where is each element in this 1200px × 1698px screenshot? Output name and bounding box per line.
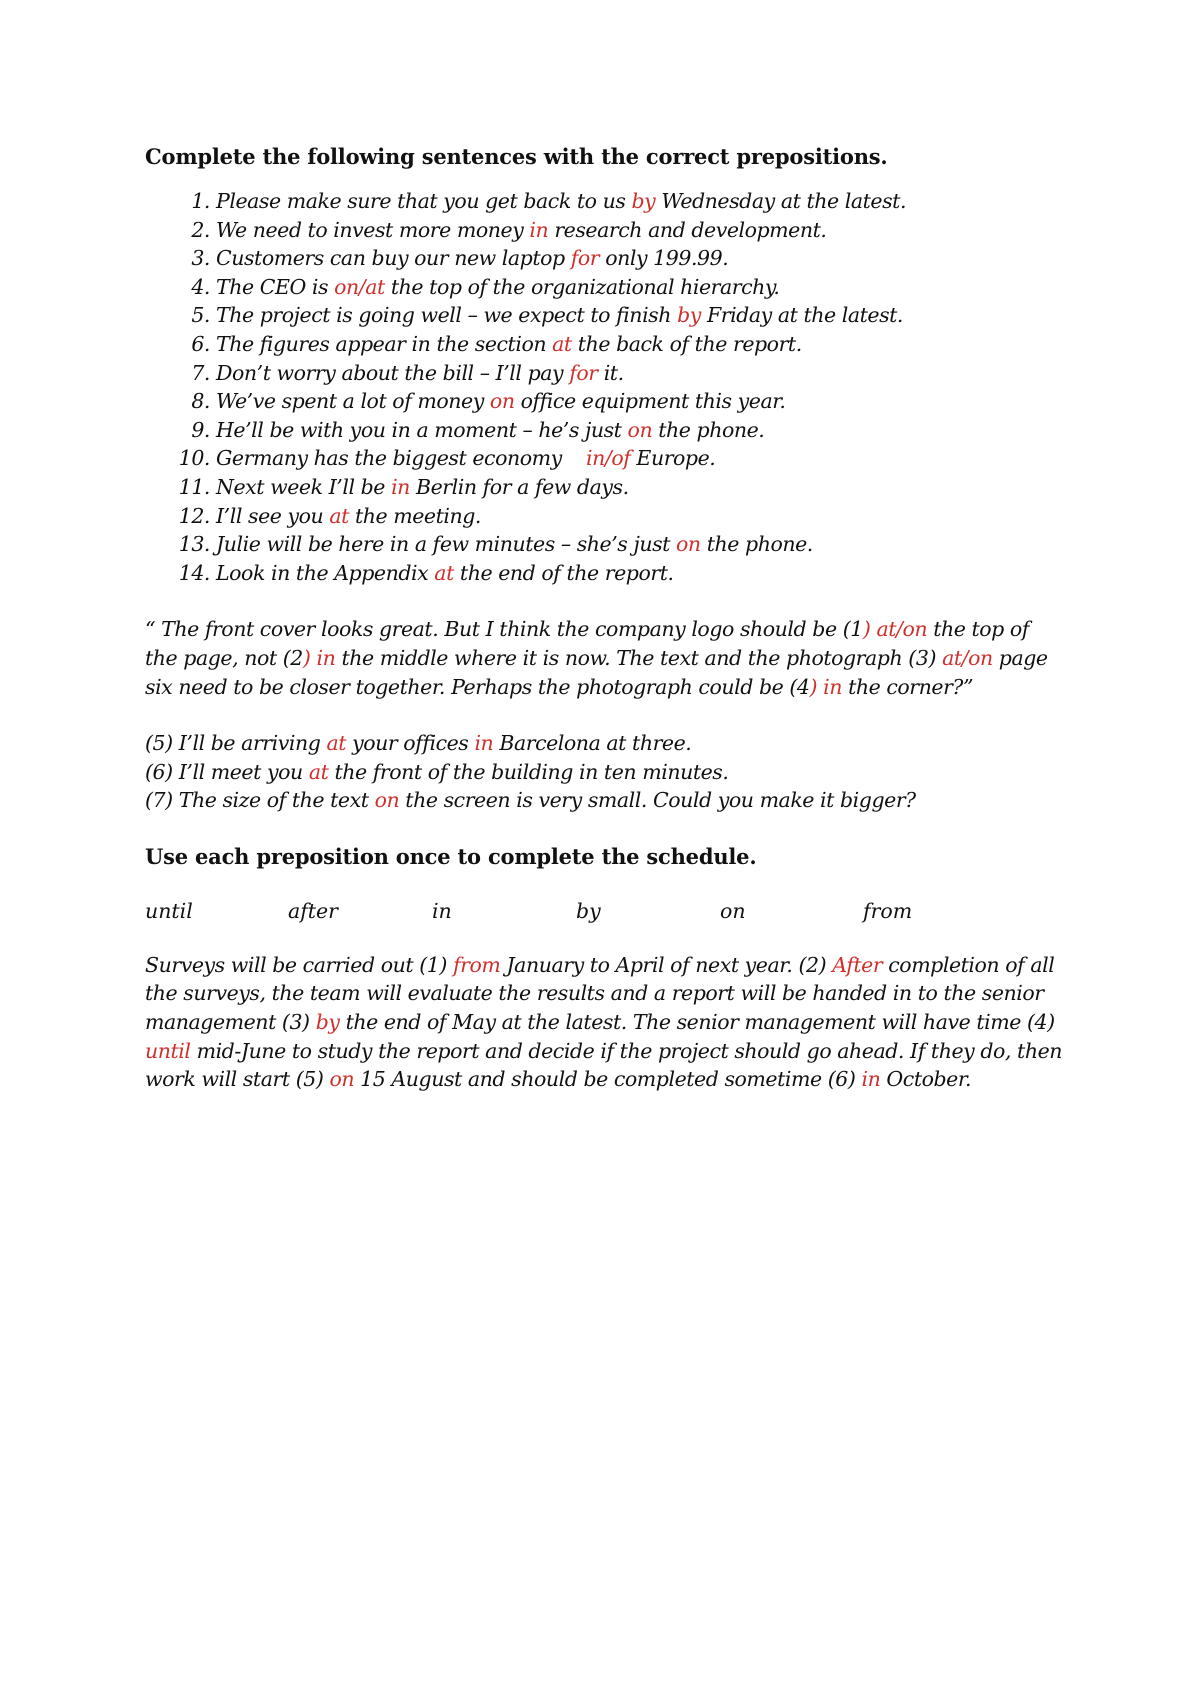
exercise-1-heading: Complete the following sentences with the correct prepositions. xyxy=(145,144,888,169)
quote-paragraph xyxy=(145,615,1075,701)
exercise-1-list xyxy=(145,187,1075,587)
list-item: 11. Next week I’ll be in Berlin for a few days. xyxy=(178,474,629,499)
schedule-line-4: until mid-June to study the report and decide if the project should go ahead. If they do, then xyxy=(145,1038,1063,1063)
answer: in/of xyxy=(586,446,631,471)
exercise-2-heading: Use each preposition once to complete the schedule. xyxy=(145,843,757,869)
answer: at xyxy=(434,560,454,585)
answer: from xyxy=(452,952,501,977)
answer: by xyxy=(315,1010,340,1035)
answer: for xyxy=(570,246,600,271)
answer: on/at xyxy=(334,274,385,299)
sentence-5: (5) I’ll be arriving at your offices in Barcelona at three. xyxy=(145,731,692,756)
list-item: 9. He’ll be with you in a moment – he’s just on the phone. xyxy=(191,417,765,442)
answer: for xyxy=(569,360,598,385)
schedule-line-2: the surveys, the team will evaluate the results and a report will be handed in to the senior xyxy=(145,981,1044,1006)
word-bank-item: by xyxy=(576,898,601,923)
word-bank-item: from xyxy=(863,898,913,923)
list-item: 7. Don’t worry about the bill – I’ll pay for it. xyxy=(191,360,624,385)
list-item: 3. Customers can buy our new laptop for only 199.99. xyxy=(191,246,729,271)
word-bank-item: in xyxy=(432,898,452,923)
list-item: 1. Please make sure that you get back to us by Wednesday at the latest. xyxy=(191,189,907,213)
list-item: 5. The project is going well – we expect to finish by Friday at the latest. xyxy=(191,303,904,328)
answer: by xyxy=(631,189,656,213)
answer: in xyxy=(817,674,843,699)
word-bank xyxy=(145,897,1075,925)
answer: at/on xyxy=(942,645,993,670)
list-item: 2. We need to invest more money in research and development. xyxy=(191,217,827,242)
quote-line-2: the page, not (2) in the middle where it is now. The text and the photograph (3) at/on page xyxy=(145,645,1048,670)
answer: on xyxy=(676,532,701,557)
list-item: 13. Julie will be here in a few minutes – she’s just on the phone. xyxy=(178,532,813,557)
list-item: 6. The figures appear in the section at the back of the report. xyxy=(191,331,802,356)
answer: until xyxy=(145,1038,191,1063)
document-page xyxy=(145,143,1075,1094)
word-bank-item: on xyxy=(720,898,746,923)
schedule-line-5: work will start (5) on 15 August and should be completed sometime (6) in October. xyxy=(145,1067,972,1092)
quote-line-1: “ The front cover looks great. But I think the company logo should be (1) at/on the top of xyxy=(145,617,1029,642)
answer: in xyxy=(310,645,336,670)
word-bank-item: after xyxy=(288,898,338,923)
numbered-sentences xyxy=(145,729,1075,815)
answer: on xyxy=(627,417,653,442)
sentence-6: (6) I’ll meet you at the front of the building in ten minutes. xyxy=(145,759,729,784)
list-item: 14. Look in the Appendix at the end of the report. xyxy=(178,560,674,585)
word-bank-item: until xyxy=(145,898,193,923)
schedule-line-3: management (3) by the end of May at the latest. The senior management will have time (4) xyxy=(145,1010,1055,1035)
answer: at xyxy=(552,331,572,356)
answer: at xyxy=(308,759,329,784)
answer: on xyxy=(489,389,515,414)
answer: After xyxy=(832,952,883,977)
list-item: 4. The CEO is on/at the top of the organizational hierarchy. xyxy=(191,274,780,299)
answer: at xyxy=(329,503,349,528)
schedule-paragraph xyxy=(145,951,1075,1094)
answer: at/on xyxy=(870,617,928,642)
answer: at xyxy=(326,731,347,756)
sentence-7: (7) The size of the text on the screen is very small. Could you make it bigger? xyxy=(145,788,916,813)
list-item: 12. I’ll see you at the meeting. xyxy=(178,503,482,528)
answer: in xyxy=(529,217,549,242)
answer: on xyxy=(329,1067,355,1092)
list-item: 8. We’ve spent a lot of money on office equipment this year. xyxy=(191,389,786,414)
answer: by xyxy=(677,303,701,328)
answer: in xyxy=(474,731,494,756)
answer: in xyxy=(391,474,410,499)
quote-line-3: six need to be closer together. Perhaps the photograph could be (4) in the corner?” xyxy=(145,674,973,699)
answer: in xyxy=(861,1067,881,1092)
answer: on xyxy=(374,788,400,813)
list-item: 10. Germany has the biggest economy in/of Europe. xyxy=(178,446,716,471)
schedule-line-1: Surveys will be carried out (1) from January to April of next year. (2) After completion of all xyxy=(145,952,1055,977)
